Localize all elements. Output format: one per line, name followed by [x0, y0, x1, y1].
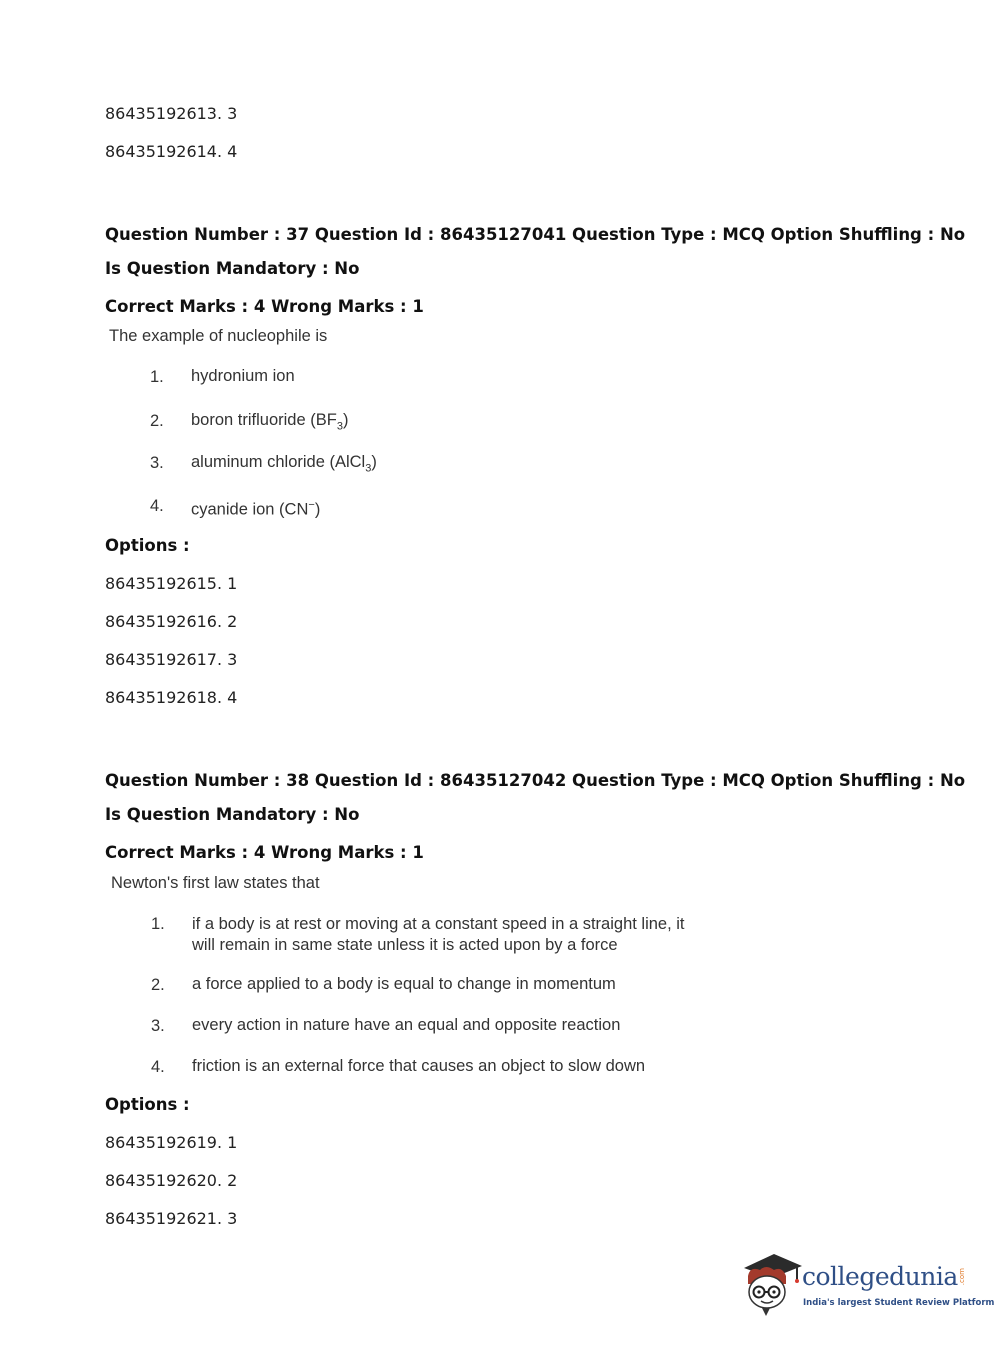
option-line: 86435192615. 1	[105, 574, 238, 593]
choice-number: 2.	[150, 412, 164, 430]
options-label: Options :	[105, 1095, 190, 1114]
question-mandatory: Is Question Mandatory : No	[105, 805, 360, 824]
option-line: 86435192619. 1	[105, 1133, 238, 1152]
choice-number: 1.	[151, 915, 165, 933]
logo-tagline: India's largest Student Review Platform	[803, 1298, 995, 1308]
question-text: Newton's first law states that	[111, 874, 320, 892]
choice-text: cyanide ion (CN−)	[191, 499, 321, 519]
option-line: 86435192618. 4	[105, 688, 238, 707]
question-marks: Correct Marks : 4 Wrong Marks : 1	[105, 843, 424, 862]
option-line: 86435192621. 3	[105, 1209, 238, 1228]
question-header: Question Number : 37 Question Id : 86435127041 Question Type : MCQ Option Shuffling : No	[105, 225, 966, 244]
logo-wordmark: collegedunia	[802, 1262, 958, 1291]
option-line: 86435192620. 2	[105, 1171, 238, 1190]
choice-text: hydronium ion	[191, 367, 295, 385]
choice-text: aluminum chloride (AlCl$_3$)	[191, 453, 377, 475]
options-label: Options :	[105, 536, 190, 555]
collegedunia-logo[interactable]	[740, 1248, 995, 1318]
question-header: Question Number : 38 Question Id : 86435127042 Question Type : MCQ Option Shuffling : No	[105, 771, 966, 790]
choice-number: 4.	[150, 497, 164, 515]
choice-number: 3.	[150, 454, 164, 472]
choice-text: boron trifluoride $(BF_3)$	[191, 411, 349, 433]
option-line: 86435192616. 2	[105, 612, 238, 631]
choice-number: 2.	[151, 976, 165, 994]
question-text: The example of nucleophile is	[109, 327, 328, 345]
option-line: 86435192614. 4	[105, 142, 238, 161]
option-line: 86435192617. 3	[105, 650, 238, 669]
choice-text: every action in nature have an equal and opposite reaction	[192, 1016, 621, 1034]
choice-number: 4.	[151, 1058, 165, 1076]
choice-text: friction is an external force that causes an object to slow down	[192, 1057, 646, 1075]
question-mandatory: Is Question Mandatory : No	[105, 259, 360, 278]
choice-number: 3.	[151, 1017, 165, 1035]
mascot-icon	[740, 1248, 802, 1318]
option-line: 86435192613. 3	[105, 104, 238, 123]
choice-number: 1.	[150, 368, 164, 386]
logo-dotcom: .com	[958, 1268, 966, 1286]
choice-text: a force applied to a body is equal to change in momentum	[192, 975, 616, 993]
question-marks: Correct Marks : 4 Wrong Marks : 1	[105, 297, 424, 316]
choice-text: if a body is at rest or moving at a constant speed in a straight line, it will remain in same state unless it is acted upon by a force	[192, 915, 685, 954]
